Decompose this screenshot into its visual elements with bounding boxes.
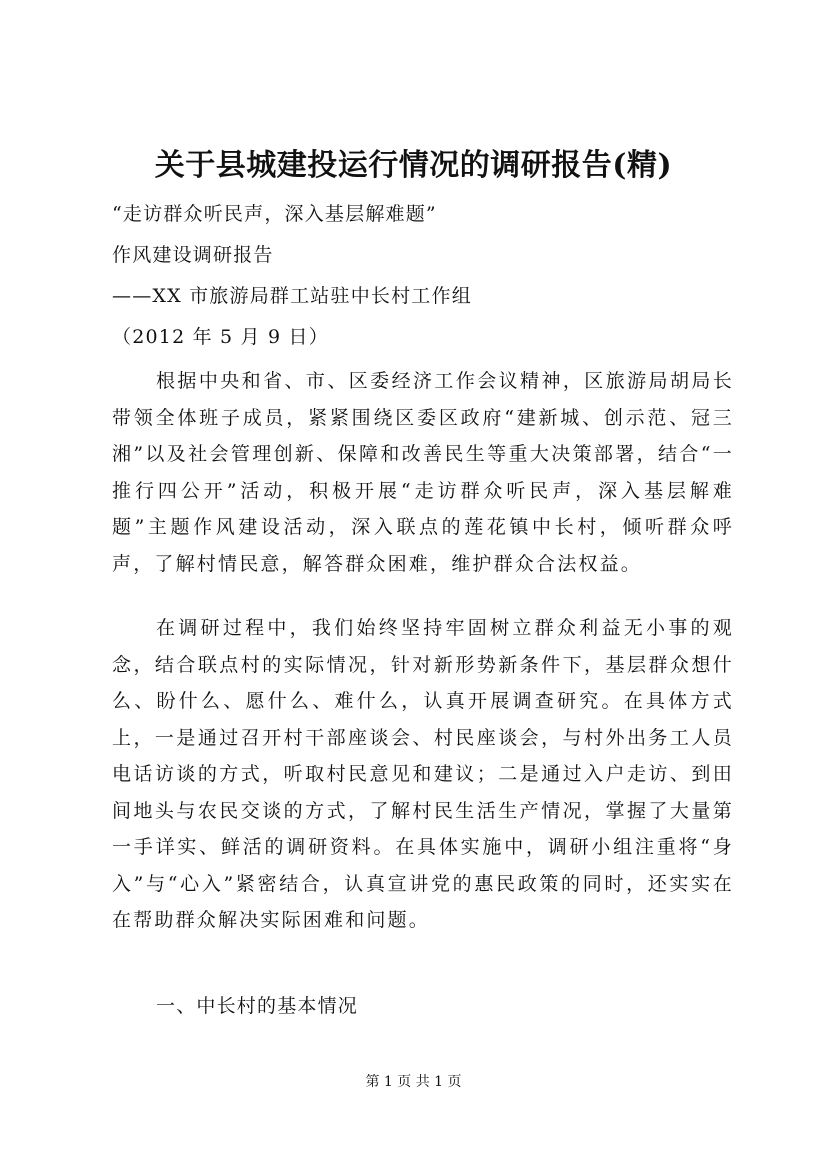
author-line: ——XX 市旅游局群工站驻中长村工作组	[112, 285, 472, 307]
paragraph-2: 在调研过程中，我们始终坚持牢固树立群众利益无小事的观念，结合联点村的实际情况，针对新形势新条件下，基层群众想什么、盼什么、愿什么、难什么，认真开展调查研究。在具体方式上，一是通过召开村干部座谈会、村民座谈会，与村外出务工人员电话访谈的方式，听取村民意见和建议；二是通过入户走访、到田间地头与农民交谈的方式，了解村民生活生产情况，掌握了大量第一手详实、鲜活的调研资料。在具体实施中，调研小组注重将“身入”与“心入”紧密结合，认真宣讲党的惠民政策的同时，还实实在在帮助群众解决实际困难和问题。	[112, 617, 734, 931]
date-line: （2012 年 5 月 9 日）	[112, 326, 329, 348]
section-heading: 一、中长村的基本情况	[156, 995, 359, 1017]
subtitle-report: 作风建设调研报告	[112, 244, 274, 266]
document-title: 关于县城建投运行情况的调研报告(精)	[154, 148, 673, 183]
subtitle-quote: “走访群众听民声，深入基层解难题”	[112, 203, 437, 225]
page-footer: 第 1 页 共 1 页	[365, 1074, 462, 1090]
paragraph-1: 根据中央和省、市、区委经济工作会议精神，区旅游局胡局长带领全体班子成员，紧紧围绕区委区政府“建新城、创示范、冠三湘”以及社会管理创新、保障和改善民生等重大决策部署，结合“一推行四公开”活动，积极开展“走访群众听民声，深入基层解难题”主题作风建设活动，深入联点的莲花镇中长村，倾听群众呼声，了解村情民意，解答群众困难，维护群众合法权益。	[112, 370, 734, 575]
